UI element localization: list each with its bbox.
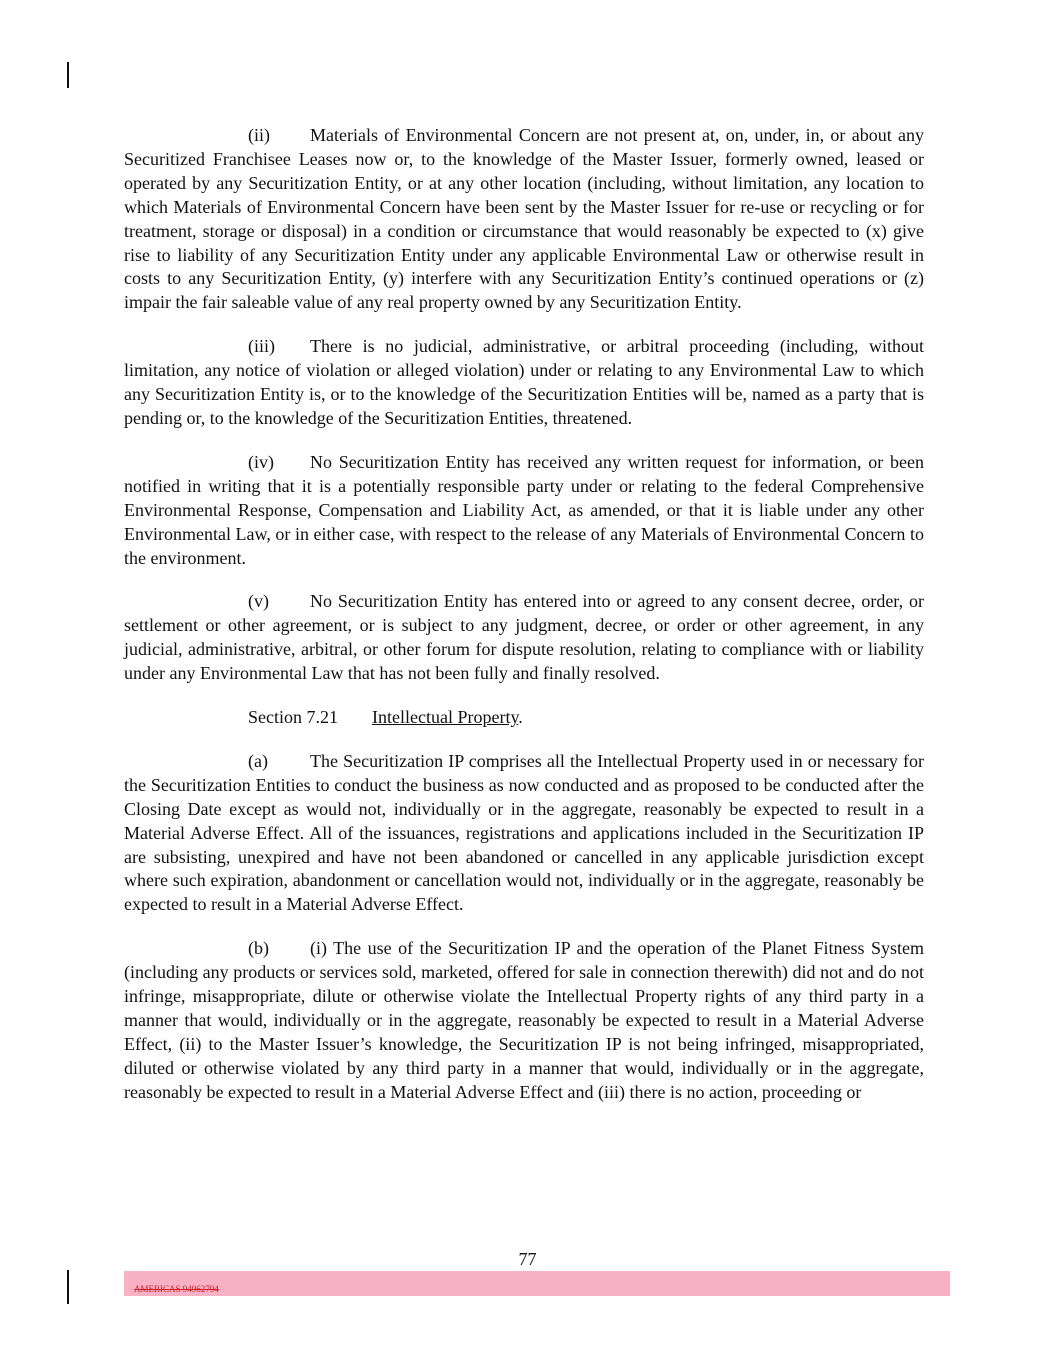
paragraph-number: (iv)	[248, 451, 274, 472]
paragraph-text: (i) The use of the Securitization IP and the operation of the Planet Fitness System (including any products or services sold, marketed, offered for sale in connection therewith) did not and do not infringe, misappropriate, dilute or otherwise violate the Intellectual Property rights of any third party in a manner that would, individually or in the aggregate, reasonably be expected to result in a Material Adverse Effect, (ii) to the Master Issuer’s knowledge, the Securitization IP is not being infringed, misappropriated, diluted or otherwise violated by any third party in a manner that would, individually or in the aggregate, reasonably be expected to result in a Material Adverse Effect and (iii) there is no action, proceeding or	[124, 938, 924, 1102]
section-title: Intellectual Property	[372, 707, 519, 728]
paragraph-iii	[124, 335, 924, 431]
paragraph-text: There is no judicial, administrative, or arbitral proceeding (including, without limitation, any notice of violation or alleged violation) under or relating to any Environmental Law to which any Securitization Entity is, or to the knowledge of the Securitization Entities will be, named as a party that is pending or, to the knowledge of the Securitization Entities, threatened.	[124, 336, 924, 428]
document-id: AMERICAS 94962794	[134, 1284, 219, 1294]
paragraph-text: No Securitization Entity has received any written request for information, or been notified in writing that it is a potentially responsible party under or relating to the federal Comprehensive Environmental Response, Compensation and Liability Act, as amended, or that it is liable under any other Environmental Law, or in either case, with respect to the release of any Materials of Environmental Concern to the environment.	[124, 451, 924, 568]
paragraph-number: (ii)	[248, 125, 270, 145]
paragraph-text: Materials of Environmental Concern are not present at, on, under, in, or about any Securitized Franchisee Leases now or, to the knowledge of the Master Issuer, formerly owned, leased or operated by any Securitization Entity, or at any other location (including, without limitation, any location to which Materials of Environmental Concern have been sent by the Master Issuer for re-use or recycling or for treatment, storage or disposal) in a condition or circumstance that would reasonably be expected to (x) give rise to liability of any Securitization Entity under any applicable Environmental Law or otherwise result in costs to any Securitization Entity, (y) interfere with any Securitization Entity’s continued operations or (z) impair the fair saleable value of any real property owned by any Securitization Entity.	[124, 125, 924, 313]
paragraph-number: (iii)	[248, 336, 275, 357]
footer-band	[124, 1271, 950, 1296]
section-number: Section 7.21	[248, 707, 338, 728]
change-bar-top	[67, 62, 69, 88]
section-title-period: .	[518, 707, 523, 728]
paragraph-a	[124, 750, 924, 917]
paragraph-b	[124, 937, 924, 1104]
paragraph-number: (b)	[248, 938, 269, 959]
section-heading	[124, 706, 924, 730]
paragraph-text: No Securitization Entity has entered into or agreed to any consent decree, order, or settlement or other agreement, or is subject to any judgment, decree, or order or other agreement, in any judicial, administrative, arbitral, or other forum for dispute resolution, relating to compliance with or liability under any Environmental Law that has not been fully and finally resolved.	[124, 591, 924, 684]
page-number: 77	[518, 1249, 537, 1269]
paragraph-number: (a)	[248, 750, 268, 771]
paragraph-ii	[124, 124, 924, 315]
page-body	[124, 124, 924, 1125]
paragraph-number: (v)	[248, 591, 269, 612]
paragraph-v	[124, 590, 924, 686]
paragraph-text: The Securitization IP comprises all the Intellectual Property used in or necessary for the Securitization Entities to conduct the business as now conducted and as proposed to be conducted after the Closing Date except as would not, individually or in the aggregate, reasonably be expected to result in a Material Adverse Effect. All of the issuances, registrations and applications included in the Securitization IP are subsisting, unexpired and have not been abandoned or cancelled in any applicable jurisdiction except where such expiration, abandonment or cancellation would not, individually or in the aggregate, reasonably be expected to result in a Material Adverse Effect.	[124, 750, 924, 915]
change-bar-bottom	[67, 1270, 69, 1304]
paragraph-iv	[124, 451, 924, 571]
